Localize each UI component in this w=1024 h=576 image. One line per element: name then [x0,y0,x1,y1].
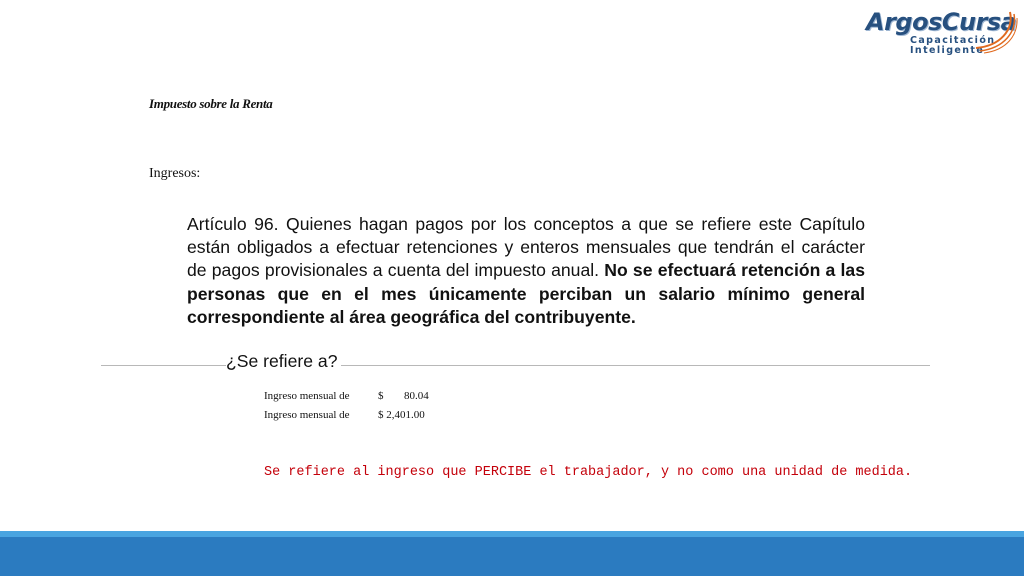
income-amount: 2,401.00 [386,409,425,421]
article-bold-text: No se efectuará retención a las personas que en el mes únicamente perciban un salario mínimo general correspondiente al área geográfica del contribuyente. [187,260,865,327]
article-normal-text: Artículo 96. Quienes hagan pagos por los conceptos a que se refiere este Capítulo están obligados a efectuar retenciones y enteros mensuales que tendrán el carácter de pagos provisionales a cuenta del impuesto anual. [187,214,865,281]
section-label: Ingresos: [149,166,201,181]
income-currency: $ [378,390,384,402]
logo-wordmark: ArgosCursa [866,8,1017,36]
footer-band-dark [0,537,1024,576]
argoscursa-logo [862,8,1018,54]
income-label: Ingreso mensual de [264,390,350,402]
income-row [264,390,429,409]
question-text: ¿Se refiere a? [226,351,341,372]
logo-swoosh-icon [970,8,1018,54]
income-label: Ingreso mensual de [264,409,350,421]
logo-tagline-1: Capacitación [910,35,996,46]
income-amount-combined [378,409,425,428]
logo-tagline-2: Inteligente [910,45,985,56]
explanation-note: Se refiere al ingreso que PERCIBE el trabajador, y no como una unidad de medida. [264,465,913,480]
page-heading: Impuesto sobre la Renta [149,96,273,111]
article-text [187,213,865,329]
income-amount: 80.04 [404,390,429,402]
income-currency: $ [378,409,384,421]
income-list [264,390,429,428]
income-row [264,409,429,428]
